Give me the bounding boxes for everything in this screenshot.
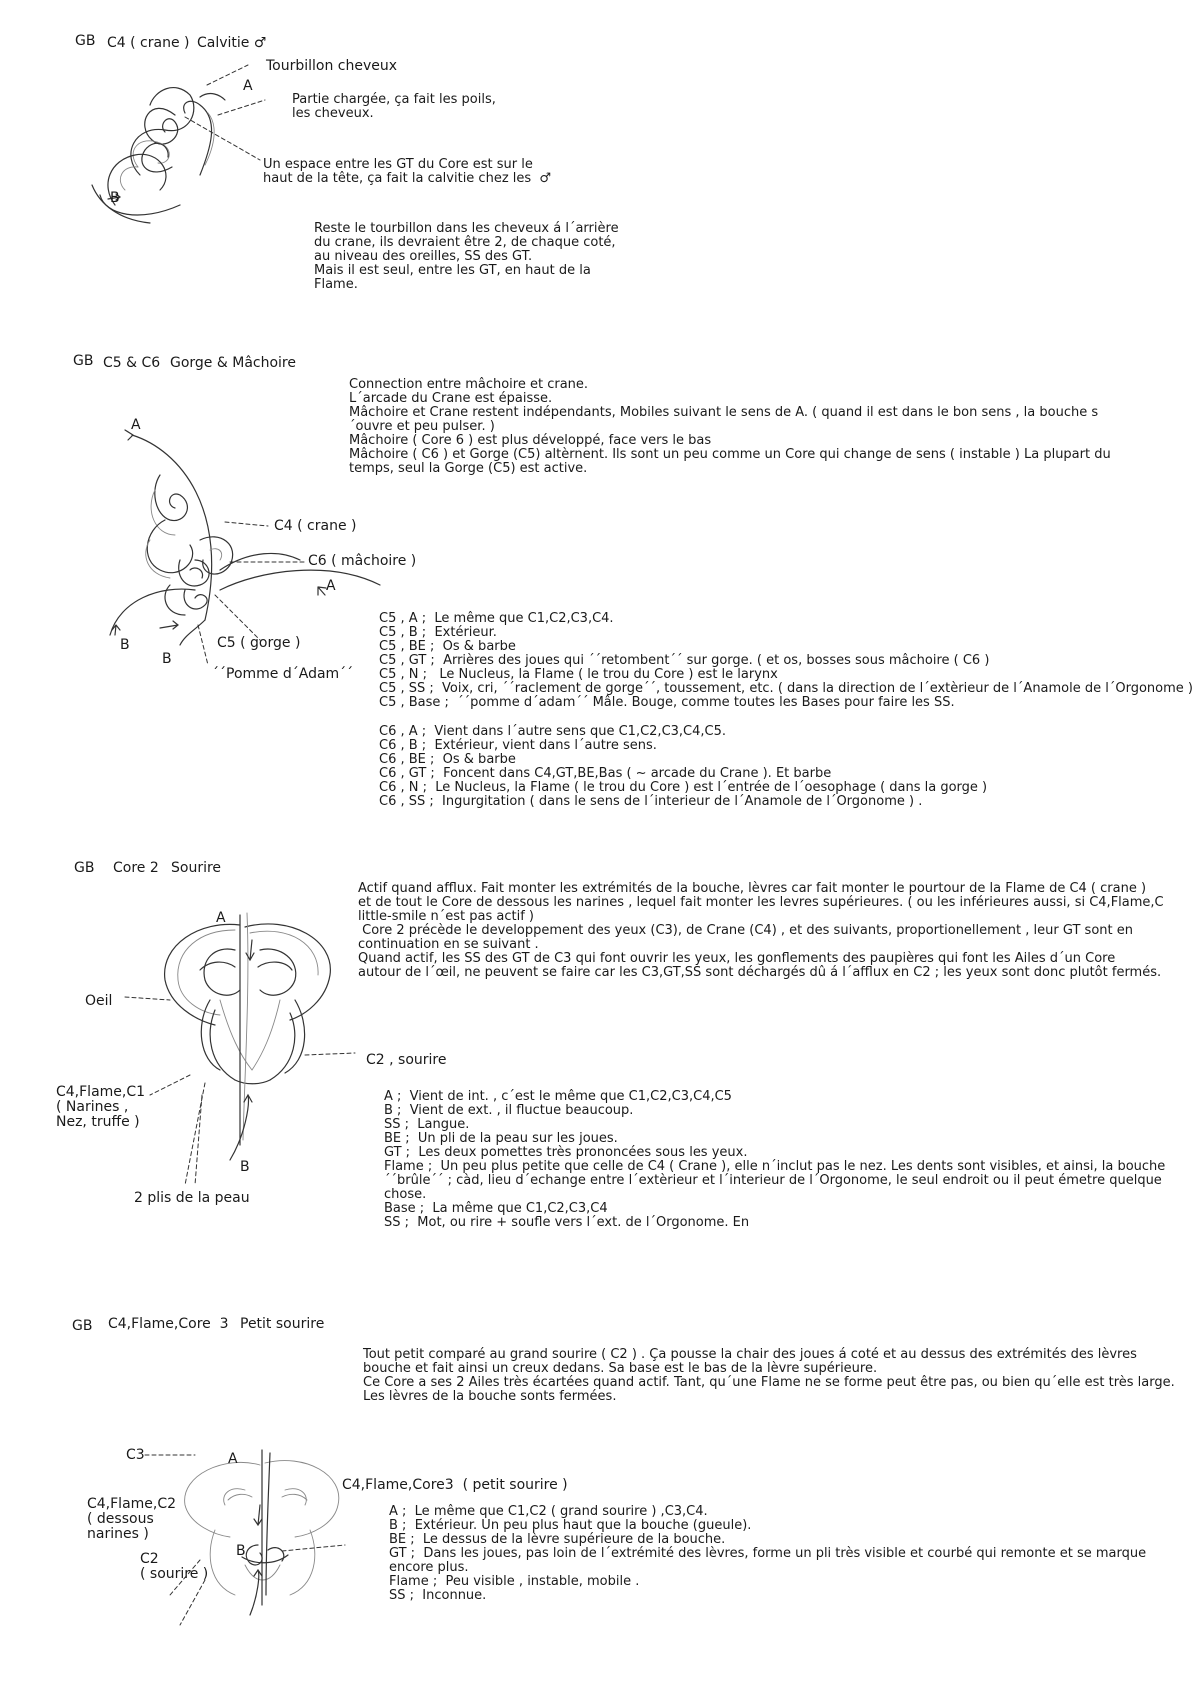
s4-list-line: BE ; Le dessus de la lèvre supérieure de la bouche. bbox=[389, 1532, 726, 1547]
s1-label-a: A bbox=[243, 78, 253, 94]
s3-c4flame-line: ( Narines , bbox=[56, 1099, 129, 1115]
s2-c6-label: C6 ( mâchoire ) bbox=[308, 553, 417, 569]
s1-tourbillon-label: Tourbillon cheveux bbox=[266, 58, 398, 74]
s3-smile-sketch bbox=[140, 905, 400, 1165]
s2-intro-line: Connection entre mâchoire et crane. bbox=[349, 377, 589, 392]
s3-list bbox=[384, 1090, 1165, 1230]
s1-reste-line: Reste le tourbillon dans les cheveux á l´arrière bbox=[314, 221, 619, 236]
s1-reste-line: du crane, ils devraient être 2, de chaque coté, bbox=[314, 235, 616, 250]
s3-intro-line: autour de l´œil, ne peuvent se faire car les C3,GT,SS sont déchargés dû á l´afflux en C2 ; les yeux sont donc plutôt fermés. bbox=[358, 965, 1162, 980]
s4-small-smile-sketch bbox=[170, 1445, 370, 1645]
s1-partie-2: les cheveux. bbox=[292, 106, 374, 121]
s2-c5-line: C5 , SS ; Voix, cri, ´´raclement de gorge´´, toussement, etc. ( dans la direction de l´extèrieur de l´Anamole de l´Orgonome ) bbox=[379, 681, 1193, 696]
s1-reste-line: au niveau des oreilles, SS des GT. bbox=[314, 249, 533, 264]
s3-list-line: SS ; Langue. bbox=[384, 1117, 470, 1132]
s2-label-b1: B bbox=[120, 637, 130, 653]
s3-gb: GB bbox=[74, 860, 95, 876]
s4-intro-line: Ce Core a ses 2 Ailes très écartées quand actif. Tant, qu´une Flame ne se forme peut être pas, ou bien qu´elle est très large. bbox=[363, 1375, 1175, 1390]
s2-title: Gorge & Mâchoire bbox=[170, 355, 296, 371]
s4-list bbox=[389, 1505, 1146, 1603]
s4-list-line: GT ; Dans les joues, pas loin de l´extrémité des lèvres, forme un pli très visible et courbé qui remonte et se marque bbox=[389, 1546, 1147, 1561]
s2-c6-line: C6 , SS ; Ingurgitation ( dans le sens de l´interieur de l´Anamole de l´Orgonome ) . bbox=[379, 794, 923, 809]
s3-title: Sourire bbox=[171, 860, 222, 876]
s4-c4flame-block bbox=[87, 1497, 176, 1542]
s4-list-line: B ; Extérieur. Un peu plus haut que la bouche (gueule). bbox=[389, 1518, 752, 1533]
s4-core-title: C4,Flame,Core 3 bbox=[108, 1316, 229, 1332]
s2-c5-line: C5 , BE ; Os & barbe bbox=[379, 639, 516, 654]
s2-intro-line: Mâchoire ( C6 ) et Gorge (C5) altèrnent. Ils sont un peu comme un Core qui change de sens ( instable ) La plupart du bbox=[349, 447, 1111, 462]
s2-c6-line: C6 , N ; Le Nucleus, la Flame ( le trou du Core ) est l´entrée de l´oesophage ( dans la gorge ) bbox=[379, 780, 988, 795]
s3-c4flame-line: Nez, truffe ) bbox=[56, 1114, 140, 1130]
s1-gb: GB bbox=[75, 33, 96, 49]
s4-gb: GB bbox=[72, 1318, 93, 1334]
s1-title: Calvitie ♂ bbox=[197, 35, 267, 51]
s2-c6-line: C6 , A ; Vient dans l´autre sens que C1,C2,C3,C4,C5. bbox=[379, 724, 727, 739]
s2-intro-line: Mâchoire et Crane restent indépendants, Mobiles suivant le sens de A. ( quand il est dans le bon sens , la bouche s bbox=[349, 405, 1099, 420]
s4-list-line: A ; Le même que C1,C2 ( grand sourire ) ,C3,C4. bbox=[389, 1504, 708, 1519]
s3-intro-line: Quand actif, les SS des GT de C3 qui font ouvrir les yeux, les gonflements des paupières qui font les Ailes d´un Core bbox=[358, 951, 1116, 966]
s2-c5-line: C5 , Base ; ´´pomme d´adam´´ Mâle. Bouge, comme toutes les Bases pour faire les SS. bbox=[379, 695, 955, 710]
s4-c2-block bbox=[140, 1552, 208, 1582]
s3-list-line: SS ; Mot, ou rire + soufle vers l´ext. de l´Orgonome. En bbox=[384, 1215, 750, 1230]
s3-list-line: BE ; Un pli de la peau sur les joues. bbox=[384, 1131, 618, 1146]
s3-list-line: GT ; Les deux pomettes très prononcées sous les yeux. bbox=[384, 1145, 748, 1160]
s4-list-line: encore plus. bbox=[389, 1560, 469, 1575]
s1-vortex-sketch bbox=[80, 55, 380, 245]
s4-label-a: A bbox=[228, 1451, 238, 1467]
s4-c2-line: C2 bbox=[140, 1551, 159, 1567]
s1-espace-1: Un espace entre les GT du Core est sur le bbox=[263, 157, 533, 172]
s3-c4flame-line: C4,Flame,C1 bbox=[56, 1084, 146, 1100]
s4-c4flame-line: narines ) bbox=[87, 1526, 149, 1542]
s3-c4flame-block bbox=[56, 1085, 145, 1130]
s3-list-line: Flame ; Un peu plus petite que celle de C4 ( Crane ), elle n´inclut pas le nez. Les dents sont visibles, et ainsi, la bouche bbox=[384, 1159, 1166, 1174]
s3-list-line: chose. bbox=[384, 1187, 427, 1202]
s4-title: Petit sourire bbox=[240, 1316, 325, 1332]
s1-label-b: B bbox=[110, 190, 120, 206]
s2-pomme-label: ´´Pomme d´Adam´´ bbox=[212, 666, 354, 682]
s3-label-b: B bbox=[240, 1159, 250, 1175]
s3-intro-line: et de tout le Core de dessous les narines , lequel fait monter les levres supérieures. ( ou les inférieures aussi, si C4,Flame,C bbox=[358, 895, 1164, 910]
s2-c5-line: C5 , N ; Le Nucleus, la Flame ( le trou du Core ) est le larynx bbox=[379, 667, 778, 682]
s3-list-line: ´´brûle´´ ; càd, lieu d´echange entre l´extèrieur et l´interieur de l´Orgonome, le seul endroit ou il peut émetre quelque bbox=[384, 1173, 1162, 1188]
s1-reste-line: Flame. bbox=[314, 277, 358, 292]
s1-partie-1: Partie chargée, ça fait les poils, bbox=[292, 92, 496, 107]
s2-c6-list bbox=[379, 725, 987, 809]
s4-intro-line: Tout petit comparé au grand sourire ( C2 ) . Ça pousse la chair des joues á coté et au dessus des extrémités des lèvres bbox=[363, 1347, 1137, 1362]
s3-core-title: Core 2 bbox=[113, 860, 159, 876]
s2-c5-line: C5 , A ; Le même que C1,C2,C3,C4. bbox=[379, 611, 614, 626]
s3-list-line: A ; Vient de int. , c´est le même que C1,C2,C3,C4,C5 bbox=[384, 1089, 732, 1104]
s3-intro-line: Core 2 précède le developpement des yeux (C3), de Crane (C4) , et des suivants, proportionellement , leur GT sont en bbox=[358, 923, 1133, 938]
s1-core-title: C4 ( crane ) bbox=[107, 35, 190, 51]
s3-intro-line: little-smile n´est pas actif ) bbox=[358, 909, 534, 924]
s2-c6-line: C6 , BE ; Os & barbe bbox=[379, 752, 516, 767]
s3-c2-label: C2 , sourire bbox=[366, 1052, 447, 1068]
s4-intro-line: bouche et fait ainsi un creux dedans. Sa base est le bas de la lèvre supérieure. bbox=[363, 1361, 878, 1376]
s2-c5-list bbox=[379, 612, 1193, 710]
s2-intro-line: temps, seul la Gorge (C5) est active. bbox=[349, 461, 588, 476]
s2-core-title: C5 & C6 bbox=[103, 355, 161, 371]
s3-plis-label: 2 plis de la peau bbox=[134, 1190, 250, 1206]
s2-c5-label: C5 ( gorge ) bbox=[217, 635, 301, 651]
s2-label-a1: A bbox=[131, 417, 141, 433]
s1-espace-2: haut de la tête, ça fait la calvitie chez les ♂ bbox=[263, 171, 552, 186]
s4-intro-line: Les lèvres de la bouche sonts fermées. bbox=[363, 1389, 617, 1404]
s3-list-line: B ; Vient de ext. , il fluctue beaucoup. bbox=[384, 1103, 634, 1118]
s2-c6-line: C6 , B ; Extérieur, vient dans l´autre sens. bbox=[379, 738, 657, 753]
s2-gb: GB bbox=[73, 353, 94, 369]
s4-c2-line: ( sourire ) bbox=[140, 1566, 209, 1582]
s3-list-line: Base ; La même que C1,C2,C3,C4 bbox=[384, 1201, 608, 1216]
s4-c4flame-line: C4,Flame,C2 bbox=[87, 1496, 177, 1512]
s2-c5-line: C5 , B ; Extérieur. bbox=[379, 625, 497, 640]
s4-c3-label: C3 bbox=[126, 1447, 145, 1463]
s1-reste-block bbox=[314, 222, 619, 292]
s4-core3-label: C4,Flame,Core3 ( petit sourire ) bbox=[342, 1477, 568, 1493]
s1-reste-line: Mais il est seul, entre les GT, en haut de la bbox=[314, 263, 591, 278]
s4-c4flame-line: ( dessous bbox=[87, 1511, 154, 1527]
s3-intro-line: Actif quand afflux. Fait monter les extrémités de la bouche, lèvres car fait monter le pourtour de la Flame de C4 ( crane ) bbox=[358, 881, 1147, 896]
s2-intro-line: L´arcade du Crane est épaisse. bbox=[349, 391, 553, 406]
s2-intro-line: Mâchoire ( Core 6 ) est plus développé, face vers le bas bbox=[349, 433, 712, 448]
s2-label-a2: A bbox=[326, 578, 336, 594]
s3-label-a: A bbox=[216, 910, 226, 926]
s4-label-b: B bbox=[236, 1543, 246, 1559]
s2-intro-block bbox=[349, 378, 1111, 476]
s4-list-line: SS ; Inconnue. bbox=[389, 1588, 487, 1603]
s2-c4-label: C4 ( crane ) bbox=[274, 518, 357, 534]
s2-intro-line: ´ouvre et peu pulser. ) bbox=[349, 419, 495, 434]
s4-intro-block bbox=[363, 1348, 1175, 1404]
s4-list-line: Flame ; Peu visible , instable, mobile . bbox=[389, 1574, 640, 1589]
s3-intro-block bbox=[358, 882, 1164, 980]
s3-oeil-label: Oeil bbox=[85, 993, 113, 1009]
s3-intro-line: continuation en se suivant . bbox=[358, 937, 539, 952]
s2-c6-line: C6 , GT ; Foncent dans C4,GT,BE,Bas ( ~ arcade du Crane ). Et barbe bbox=[379, 766, 832, 781]
s2-label-b2: B bbox=[162, 651, 172, 667]
s2-c5-line: C5 , GT ; Arrières des joues qui ´´retombent´´ sur gorge. ( et os, bosses sous mâchoire ( C6 ) bbox=[379, 653, 990, 668]
